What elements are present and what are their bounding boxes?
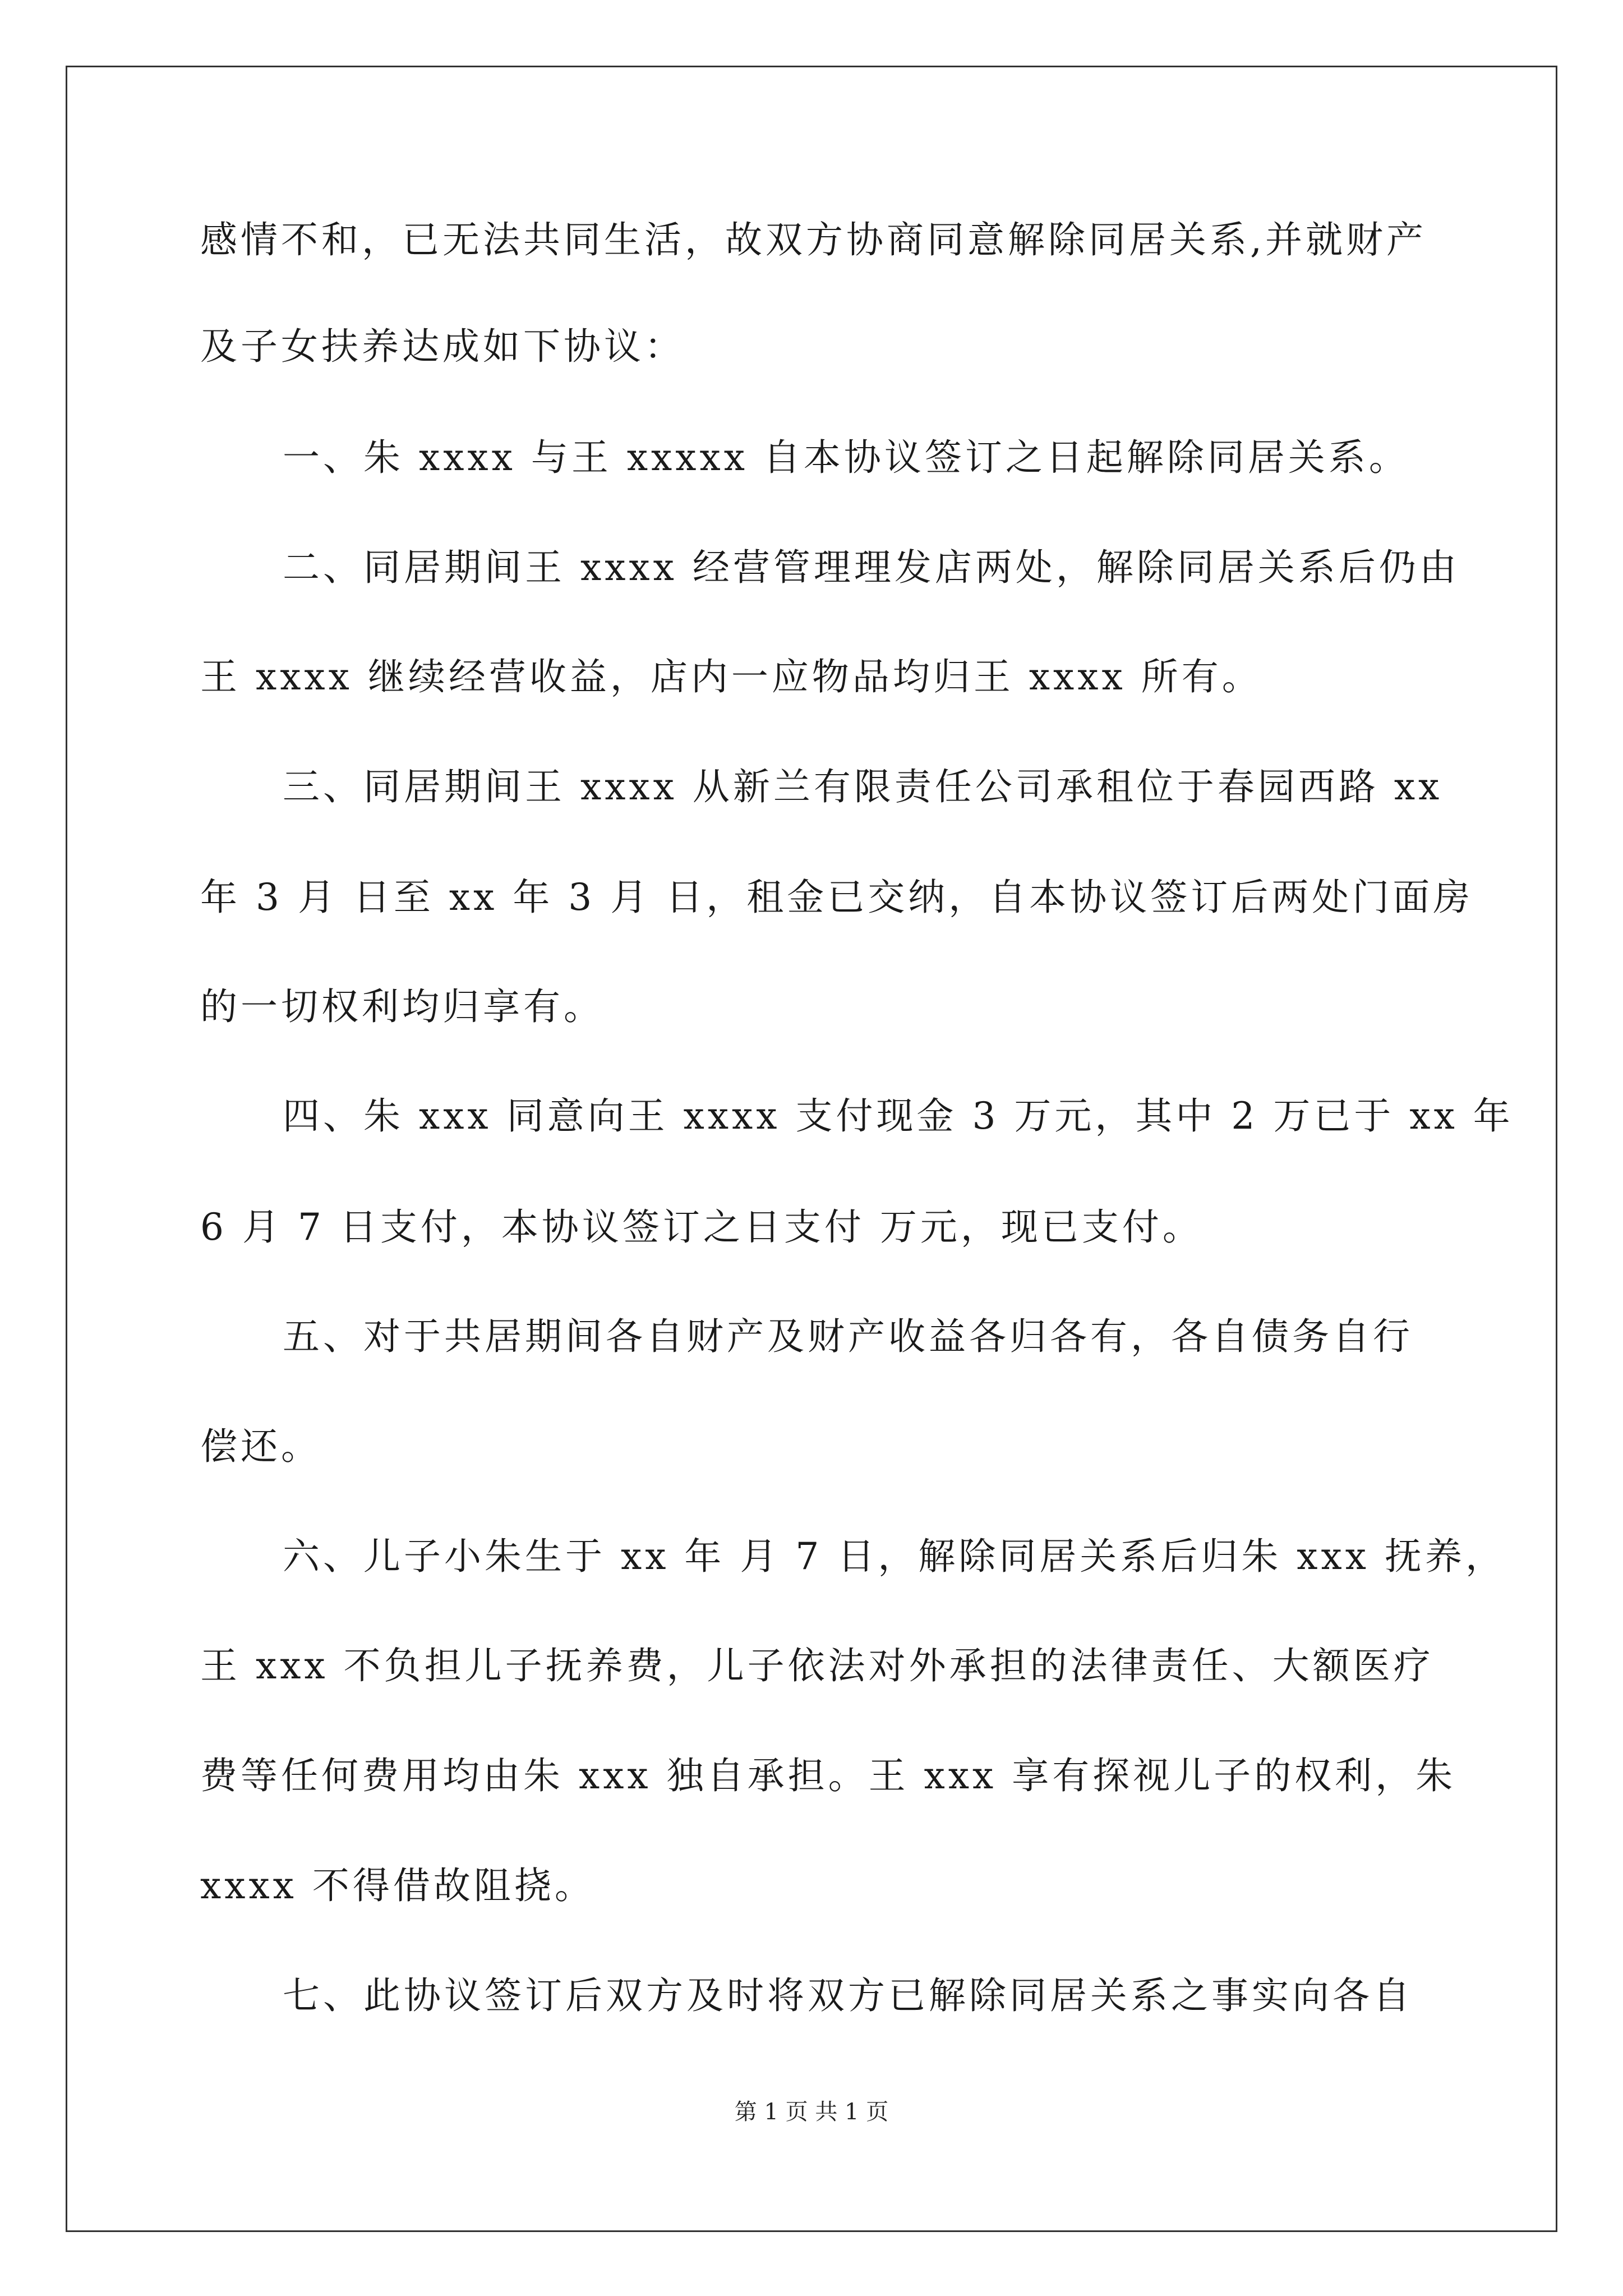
page-footer: 第 1 页 共 1 页	[734, 2099, 889, 2125]
paragraph-line: 二、同居期间王 xxxx 经营管理理发店两处，解除同居关系后仍由	[283, 546, 1460, 589]
paragraph-line: 三、同居期间王 xxxx 从新兰有限责任公司承租位于春园西路 xx	[283, 765, 1443, 808]
paragraph-line: 年 3 月 日至 xx 年 3 月 日，租金已交纳，自本协议签订后两处门面房	[200, 876, 1474, 919]
paragraph-line: 费等任何费用均由朱 xxx 独自承担。王 xxx 享有探视儿子的权利，朱	[200, 1754, 1456, 1797]
paragraph-line: 四、朱 xxx 同意向王 xxxx 支付现金 3 万元，其中 2 万已于 xx 年	[283, 1094, 1514, 1138]
paragraph-line: 七、此协议签订后双方及时将双方已解除同居关系之事实向各自	[283, 1974, 1413, 2017]
paragraph-line: 的一切权利均归享有。	[200, 985, 604, 1028]
paragraph-line: 王 xxxx 继续经营收益，店内一应物品均归王 xxxx 所有。	[200, 655, 1262, 698]
paragraph-line: 六、儿子小朱生于 xx 年 月 7 日，解除同居关系后归朱 xxx 抚养，	[283, 1535, 1506, 1578]
paragraph-line: 感情不和，已无法共同生活，故双方协商同意解除同居关系,并就财产	[200, 218, 1427, 261]
paragraph-line: 五、对于共居期间各自财产及财产收益各归各有，各自债务自行	[283, 1315, 1413, 1358]
paragraph-line: 及子女扶养达成如下协议：	[200, 325, 685, 368]
paragraph-line: 王 xxx 不负担儿子抚养费，儿子依法对外承担的法律责任、大额医疗	[200, 1644, 1434, 1687]
paragraph-line: 偿还。	[200, 1425, 321, 1468]
paragraph-line: xxxx 不得借故阻挠。	[200, 1864, 595, 1907]
paragraph-line: 一、朱 xxxx 与王 xxxxx 自本协议签订之日起解除同居关系。	[283, 436, 1409, 479]
paragraph-line: 6 月 7 日支付，本协议签订之日支付 万元，现已支付。	[200, 1205, 1203, 1249]
